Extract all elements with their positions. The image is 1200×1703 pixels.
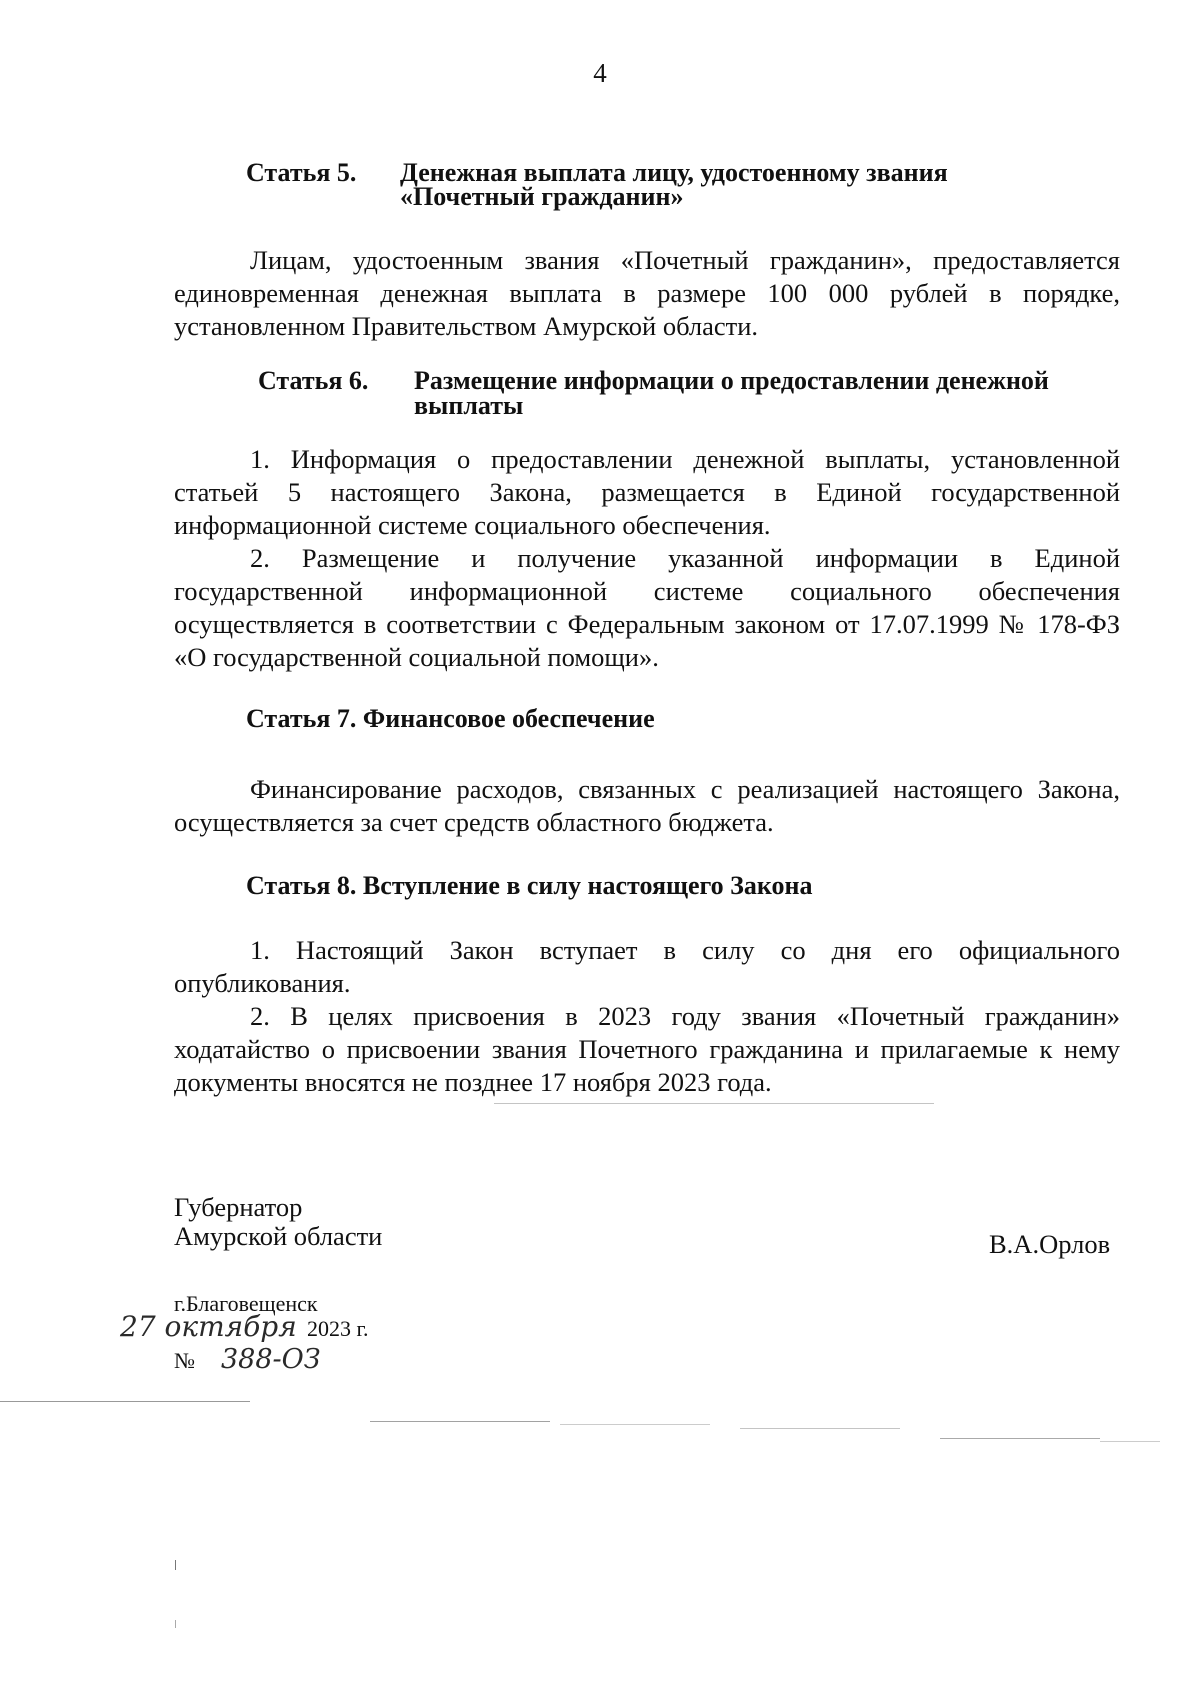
date-year: 2023 г. — [307, 1316, 369, 1341]
article-5-title-line-1: Денежная выплата лицу, удостоенному звания — [400, 158, 948, 187]
article-6-title-line-2: выплаты — [414, 391, 524, 420]
article-8-paragraph-1: 1. Настоящий Закон вступает в силу со дня его официального опубликования. — [174, 935, 1120, 998]
signatory-position-line-2: Амурской области — [174, 1221, 383, 1251]
page-number: 4 — [593, 58, 607, 88]
scan-artifact-line — [560, 1424, 710, 1425]
article-5-paragraph: Лицам, удостоенным звания «Почетный гражданин», предоставляется единовременная денежная выплата в размере 100 000 рублей в порядке, установленном Правительством Амурской области. — [174, 245, 1120, 341]
article-8-heading: Статья 8. Вступление в силу настоящего Закона — [246, 871, 813, 900]
article-8-body — [174, 934, 1120, 1099]
article-6-title-line-1: Размещение информации о предоставлении денежной — [414, 366, 1049, 395]
handwritten-number: 388-ОЗ — [221, 1344, 321, 1375]
scan-artifact-mark — [175, 1560, 176, 1570]
article-6-body — [174, 443, 1120, 674]
scan-artifact-line — [0, 1401, 250, 1402]
scan-artifact-line — [1100, 1441, 1160, 1442]
number-prefix: № — [174, 1348, 195, 1373]
scan-artifact-line — [494, 1103, 934, 1104]
city: г.Благовещенск — [174, 1291, 318, 1316]
signatory-position-line-1: Губернатор — [174, 1192, 303, 1222]
scan-artifact-line — [940, 1438, 1100, 1439]
scan-artifact-line — [740, 1428, 900, 1429]
article-7-paragraph: Финансирование расходов, связанных с реализацией настоящего Закона, осуществляется за счет средств областного бюджета. — [174, 774, 1120, 837]
scan-artifact-line — [370, 1421, 550, 1422]
handwritten-date: 27 октября — [120, 1310, 297, 1343]
article-6-paragraph-1: 1. Информация о предоставлении денежной выплаты, установленной статьей 5 настоящего Закона, размещается в Единой государственной информационной системе социального обеспечения. — [174, 444, 1120, 540]
article-8-paragraph-2: 2. В целях присвоения в 2023 году звания «Почетный гражданин» ходатайство о присвоении звания Почетного гражданина и прилагаемые к нему документы вносятся не позднее 17 ноября 2023 года. — [174, 1001, 1120, 1097]
article-6-paragraph-2: 2. Размещение и получение указанной информации в Единой государственной информационной системе социального обеспечения осуществляется в соответствии с Федеральным законом от 17.07.1999 № 178-ФЗ «О государственной социальной помощи». — [174, 543, 1120, 672]
article-5-title-line-2: «Почетный гражданин» — [400, 182, 684, 211]
article-5-label: Статья 5. — [246, 158, 357, 187]
date-line — [120, 1310, 369, 1343]
article-7-heading: Статья 7. Финансовое обеспечение — [246, 704, 655, 733]
signatory-position — [174, 1193, 382, 1251]
number-line — [174, 1344, 321, 1375]
signatory-name: В.А.Орлов — [989, 1229, 1111, 1259]
article-5-body — [174, 244, 1120, 343]
article-7-body — [174, 773, 1120, 839]
article-6-label: Статья 6. — [258, 366, 369, 395]
scan-artifact-mark — [175, 1620, 176, 1628]
